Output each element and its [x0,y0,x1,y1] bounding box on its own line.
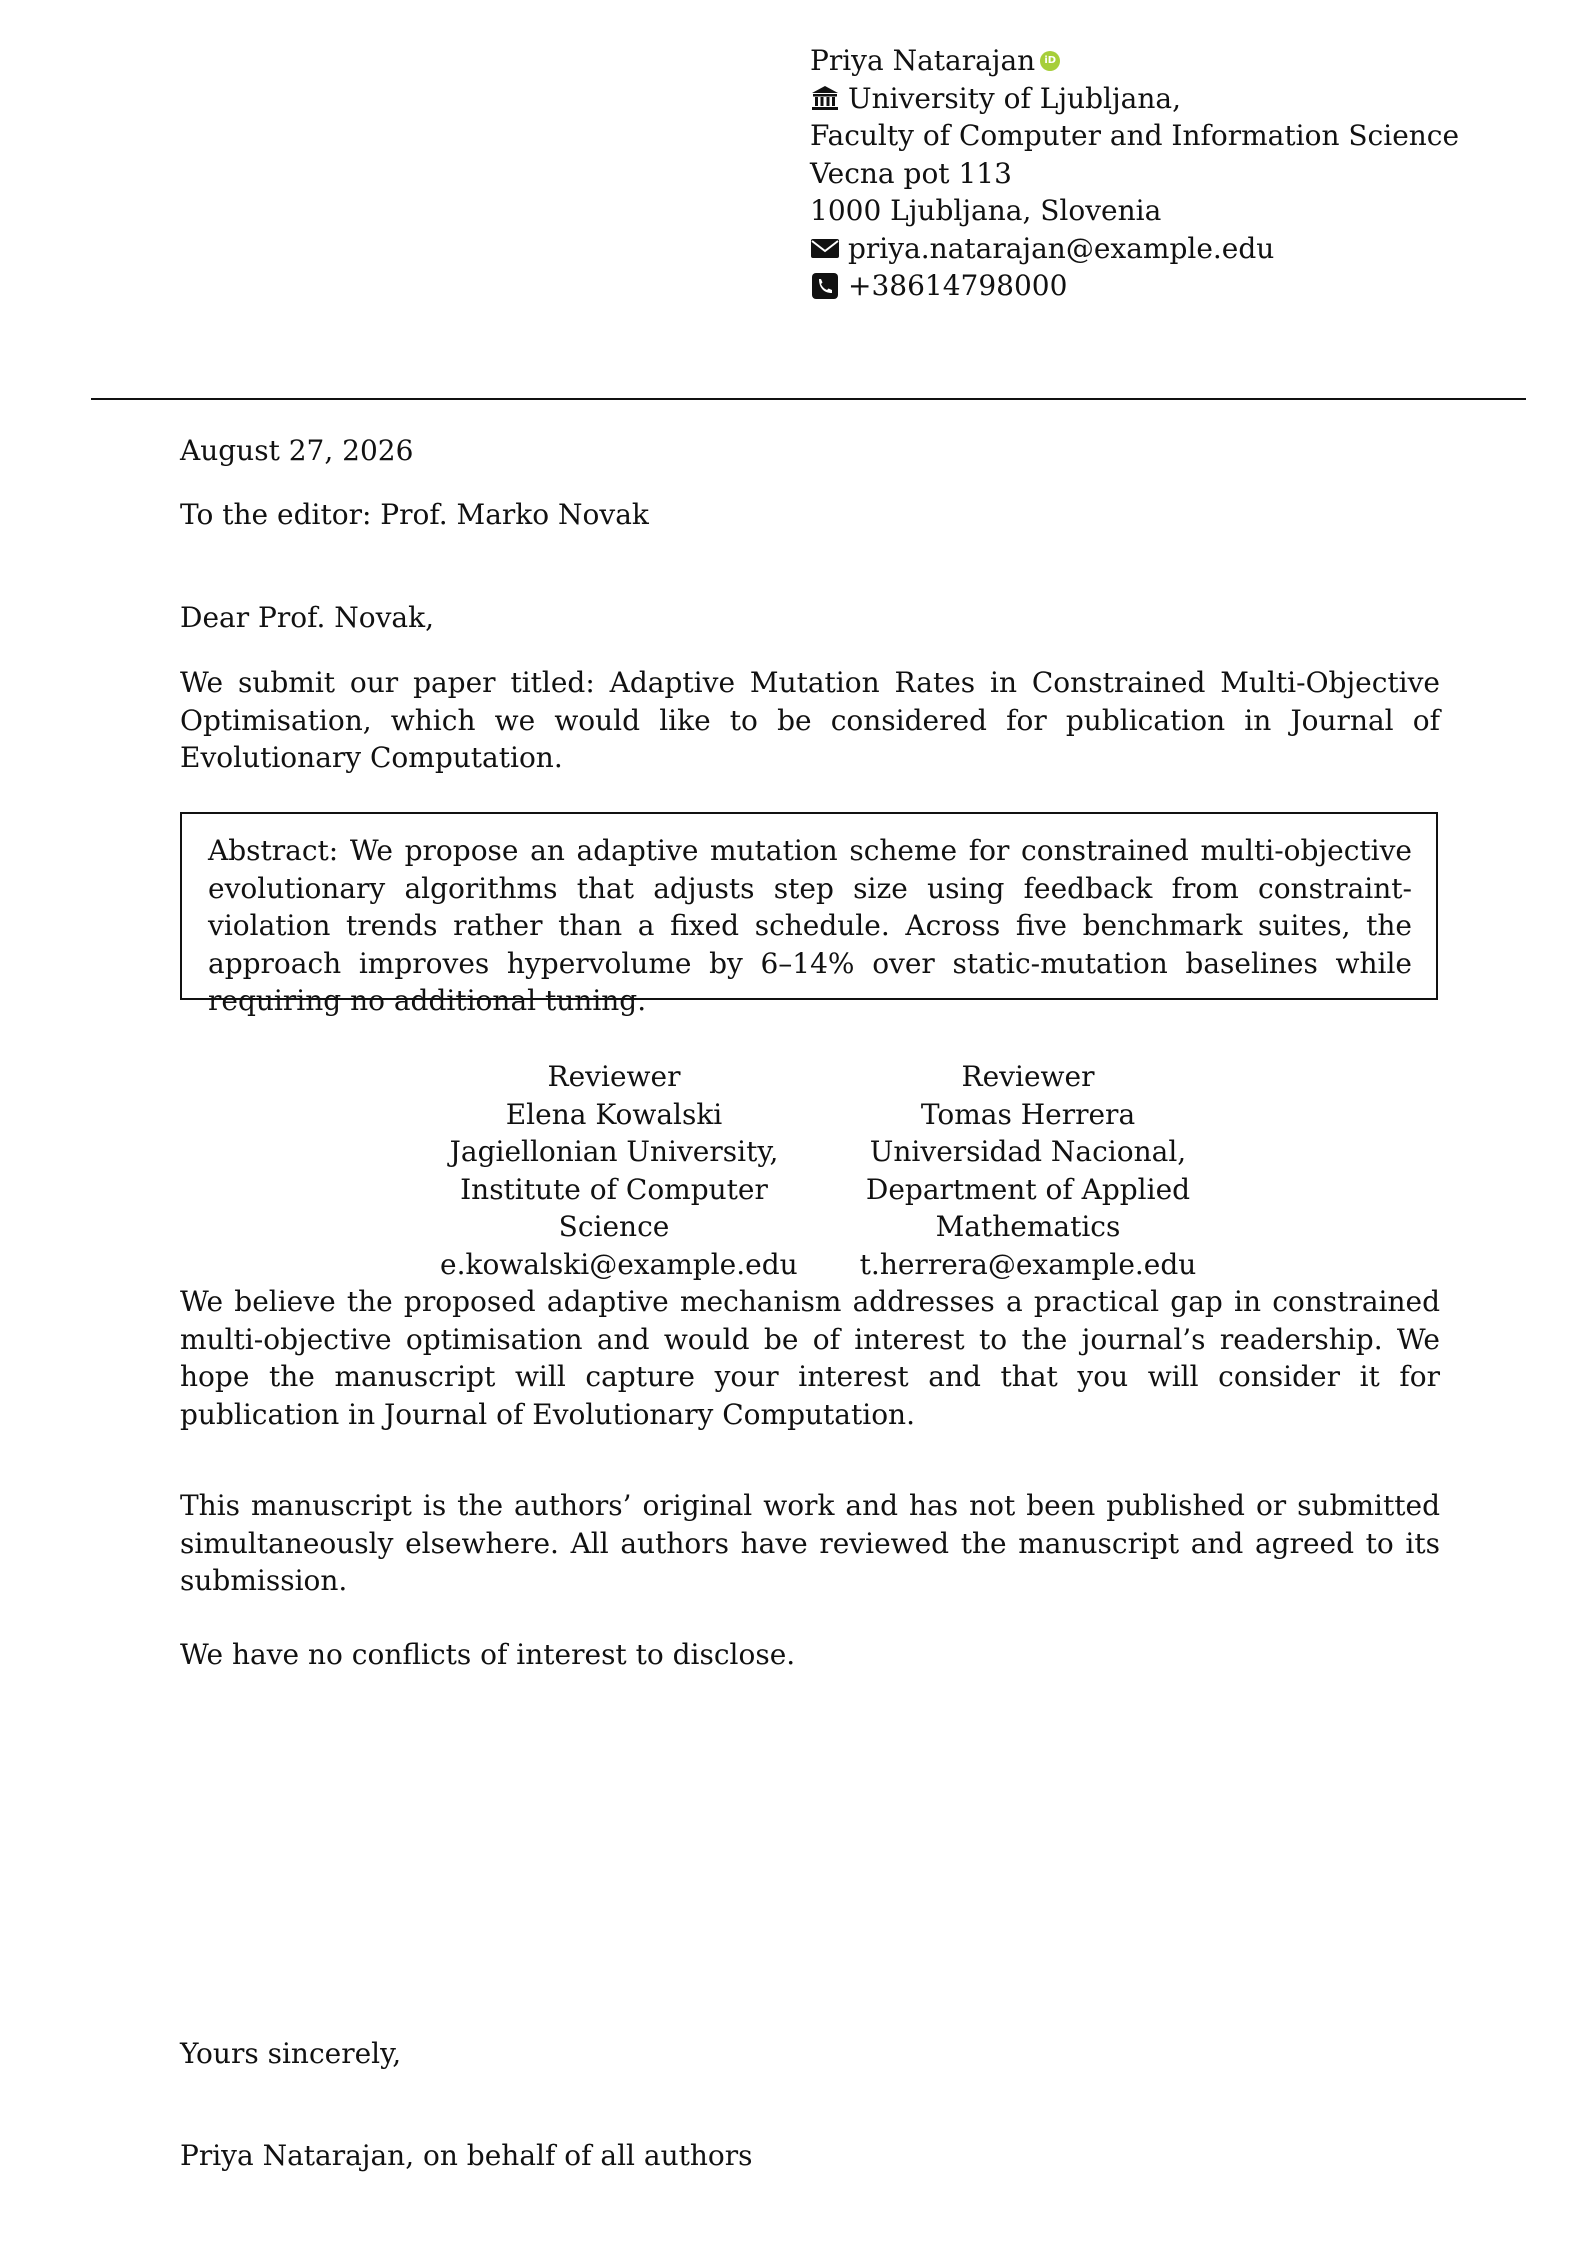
letter-date: August 27, 2026 [180,434,414,467]
sender-affiliation-university: University of Ljubljana, [848,81,1181,115]
sender-street: Vecna pot 113 [810,156,1012,190]
sender-affiliation-faculty: Faculty of Computer and Information Science [810,119,1460,152]
reviewer-affiliation: Universidad Nacional, Department of Applied Mathematics [865,1135,1191,1243]
signature: Priya Natarajan, on behalf of all authors [180,2139,753,2172]
reviewer-email[interactable]: t.herrera@example.edu [859,1247,1197,1281]
abstract-box [180,812,1438,1017]
sender-name: Priya Natarajan [810,44,1036,77]
reviewer-role: Reviewer [547,1060,681,1093]
institution-icon [810,84,840,112]
header-divider [91,398,1526,400]
orcid-icon[interactable]: iD [1040,51,1060,71]
reviewer-email[interactable]: e.kowalski@example.edu [440,1247,798,1281]
sender-phone[interactable]: +38614798000 [848,269,1068,302]
reviewer-card [858,1058,1198,1283]
salutation: Dear Prof. Novak, [180,601,434,634]
sender-email[interactable]: priya.natarajan@example.edu [848,231,1275,265]
intro-paragraph: We submit our paper titled: Adaptive Mutation Rates in Constrained Multi-Objective Optimisation, which we would like to be considered for publication in Journal of Evolutionary Computation. [180,666,1440,774]
abstract-text: Abstract: We propose an adaptive mutation scheme for constrained multi-objective evolutionary algorithms that adjusts step size using feedback from constraint-violation trends rather than a fixed schedule. Across five benchmark suites, the approach improves hypervolume by 6–14% over static-mutation baselines while requiring no additional tuning. [208,834,1412,1017]
sender-block [810,42,1459,305]
sender-city: 1000 Ljubljana, Slovenia [810,194,1162,227]
reviewer-card [440,1058,798,1283]
reviewer-name: Tomas Herrera [920,1097,1136,1131]
envelope-icon [810,234,840,262]
conflicts-paragraph: We have no conflicts of interest to disclose. [180,1638,796,1671]
editor-line: To the editor: Prof. Marko Novak [180,498,649,531]
reviewer-affiliation: Jagiellonian University, Institute of Computer Science [449,1135,779,1243]
reviewer-name: Elena Kowalski [505,1097,723,1131]
closing: Yours sincerely, [180,2037,402,2070]
interest-paragraph: We believe the proposed adaptive mechanism addresses a practical gap in constrained multi-objective optimisation and would be of interest to the journal’s readership. We hope the manuscript will capture your interest and that you will consider it for publication in Journal of Evolutionary Computation. [180,1285,1440,1431]
phone-icon [810,272,840,300]
reviewer-role: Reviewer [961,1060,1095,1093]
originality-paragraph: This manuscript is the authors’ original work and has not been published or submitted simultaneously elsewhere. All authors have reviewed the manuscript and agreed to its submission. [180,1489,1440,1597]
